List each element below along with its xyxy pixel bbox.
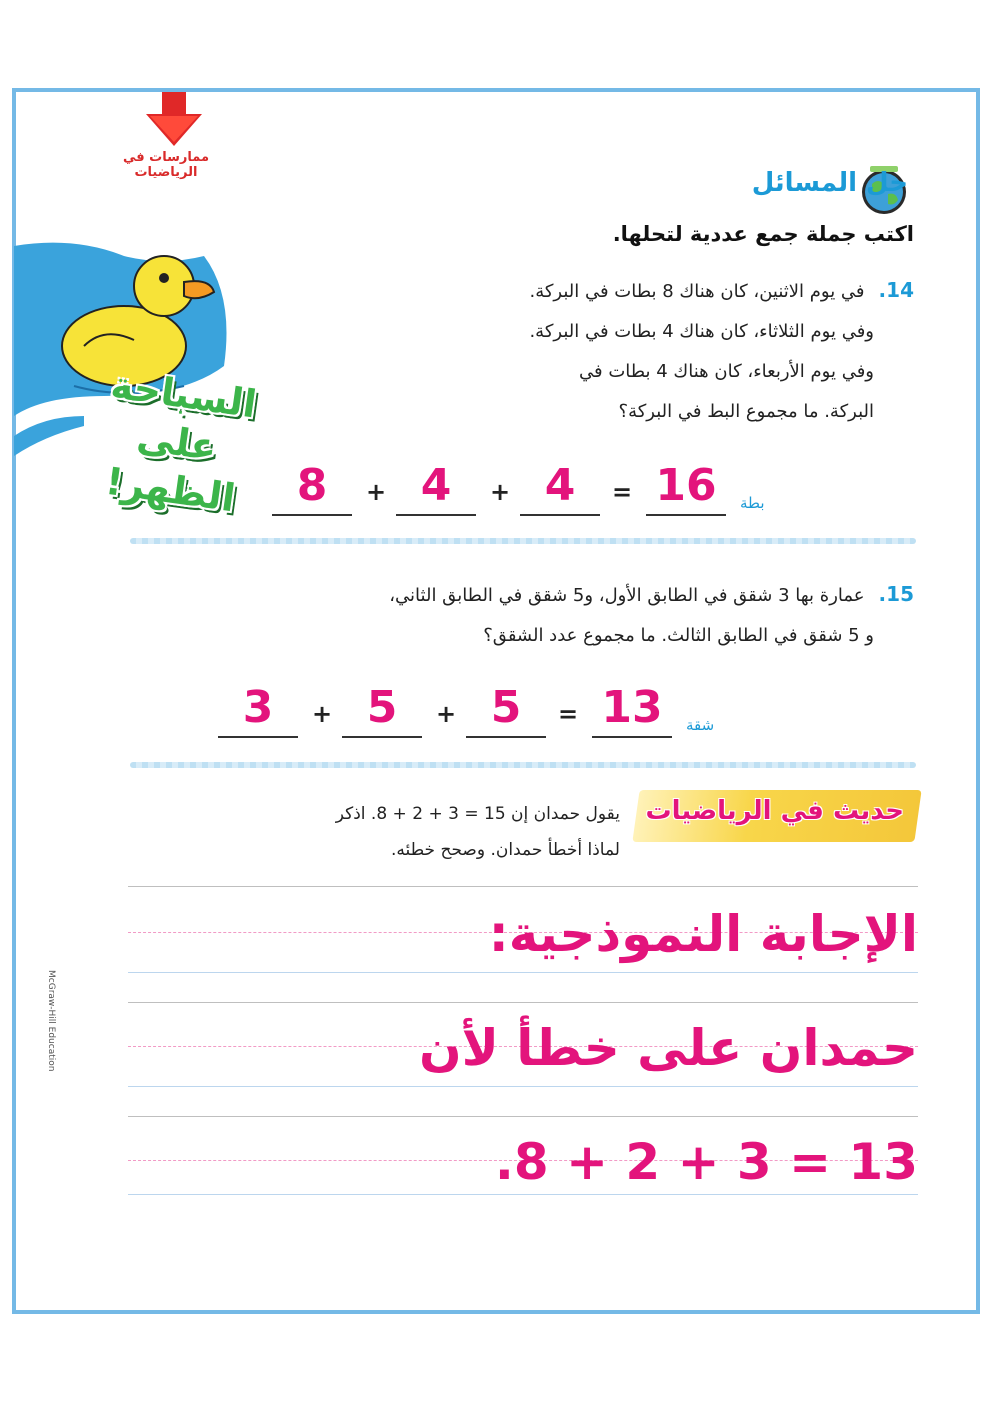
section-title: حل المسائل (751, 168, 908, 198)
equals-sign: = (558, 700, 579, 728)
sum[interactable]: 13 (592, 680, 672, 738)
equals-sign: = (612, 478, 633, 506)
problem-line: و 5 شقق في الطابق الثالث. ما مجموع عدد الشقق؟ (483, 625, 874, 646)
publisher-credit: McGraw-Hill Education (46, 970, 56, 1072)
addend-3[interactable]: 5 (466, 680, 546, 738)
red-arrow-icon (146, 92, 202, 146)
handwritten-answer-line-3: .8 + 2 + 3 = 13 (494, 1133, 918, 1191)
sum[interactable]: 16 (646, 458, 726, 516)
problem-line: عمارة بها 3 شقق في الطابق الأول، و5 شقق في الطابق الثاني، (389, 585, 865, 606)
problem-number: 15. (878, 582, 914, 606)
backstroke-banner: السباحة على الظهر! (102, 362, 260, 521)
problem-line: في يوم الاثنين، كان هناك 8 بطات في البركة. (529, 281, 865, 302)
answer-14 (268, 458, 808, 528)
unit-label: بطة (740, 494, 765, 512)
problem-line: وفي يوم الثلاثاء، كان هناك 4 بطات في البركة. (529, 321, 874, 342)
instruction-text: اكتب جملة جمع عددية لتحلها. (612, 222, 914, 246)
writing-line (128, 886, 918, 887)
math-talk-question (160, 796, 620, 868)
answer-writing-area[interactable] (128, 886, 918, 1198)
writing-line-base (128, 972, 918, 973)
writing-line (128, 1002, 918, 1003)
addend-1[interactable]: 3 (218, 680, 298, 738)
handwritten-answer-line-2: حمدان على خطأ لأن (418, 1019, 918, 1077)
addend-3[interactable]: 4 (520, 458, 600, 516)
problem-line: البركة. ما مجموع البط في البركة؟ (618, 401, 874, 422)
problem-number: 14. (878, 278, 914, 302)
plus-sign: + (312, 700, 333, 728)
addend-2[interactable]: 4 (396, 458, 476, 516)
plus-sign: + (490, 478, 511, 506)
math-talk-line: لماذا أخطأ حمدان. وصحح خطئه. (390, 840, 620, 860)
writing-line-base (128, 1086, 918, 1087)
section-divider (130, 538, 916, 544)
math-talk-line: يقول حمدان إن 15 = 3 + 2 + 8. اذكر (335, 804, 620, 824)
plus-sign: + (366, 478, 387, 506)
problem-line: وفي يوم الأربعاء، كان هناك 4 بطات في (578, 361, 874, 382)
answer-15 (214, 680, 754, 750)
handwritten-answer-line-1: الإجابة النموذجية: (488, 905, 918, 963)
unit-label: شقة (686, 716, 715, 734)
math-practices-label: ممارسات في الرياضيات (122, 150, 210, 180)
math-talk-badge (636, 784, 918, 844)
addend-2[interactable]: 5 (342, 680, 422, 738)
plus-sign: + (436, 700, 457, 728)
writing-line (128, 1116, 918, 1117)
section-divider (130, 762, 916, 768)
addend-1[interactable]: 8 (272, 458, 352, 516)
math-talk-title: حديث في الرياضيات (645, 796, 904, 826)
problem-14 (354, 270, 914, 432)
problem-15 (154, 574, 914, 656)
